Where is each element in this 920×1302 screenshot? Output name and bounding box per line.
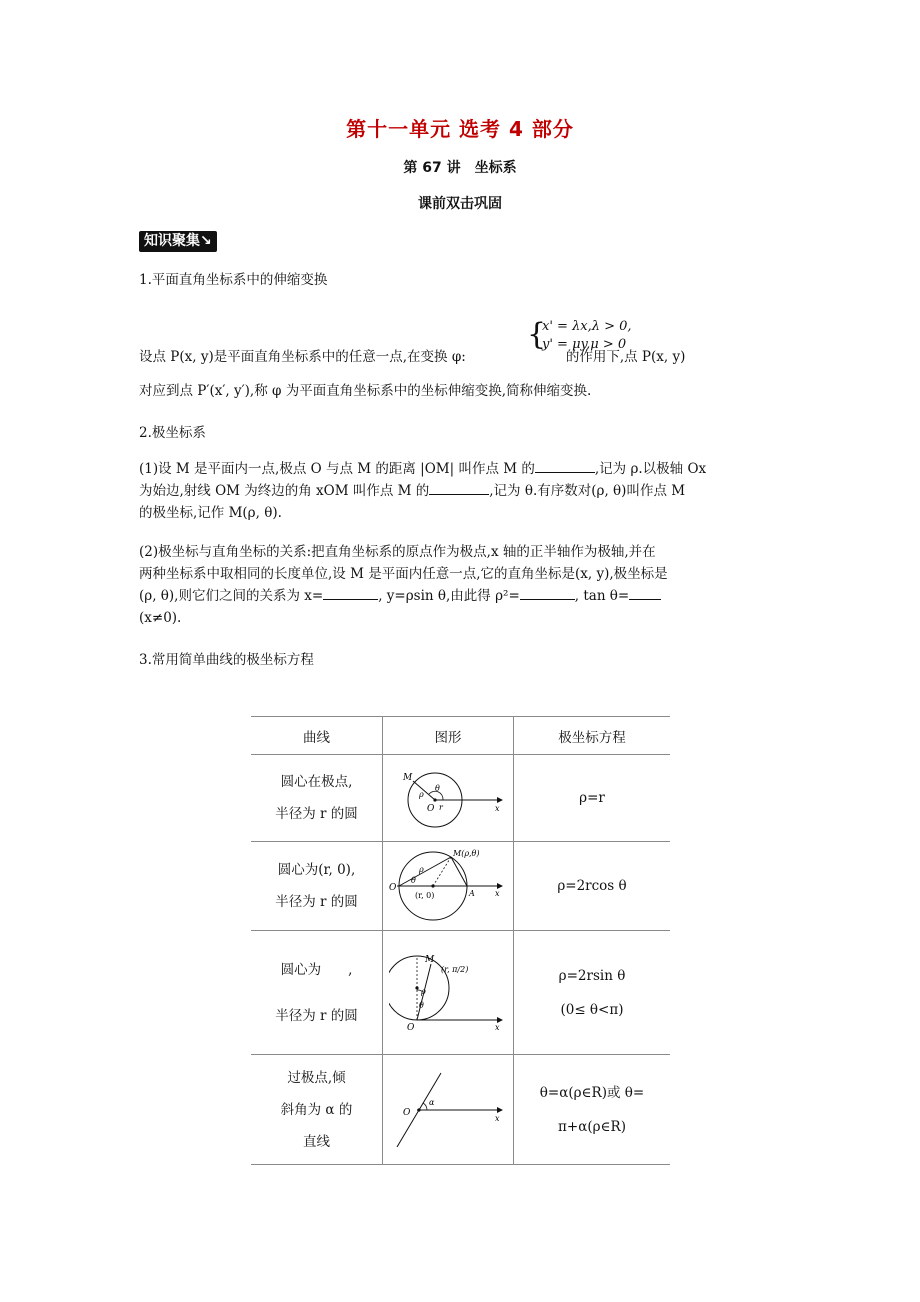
circle-center-r0-figure: [389, 848, 507, 924]
sec1-heading: 1.平面直角坐标系中的伸缩变换: [139, 272, 328, 288]
sec2-para1: [139, 458, 799, 524]
blank-rho2[interactable]: [520, 585, 575, 600]
col-curve-header: 曲线: [251, 717, 383, 755]
p2-line1: (2)极坐标与直角坐标的关系:把直角坐标系的原点作为极点,x 轴的正半轴作为极轴,并在: [139, 544, 656, 560]
figure-cell: [383, 755, 514, 842]
sec1-line1-a: 设点 P(x, y)是平面直角坐标系中的任意一点,在变换 φ:: [139, 349, 466, 365]
curve-cell: 过极点,倾 斜角为 α 的 直线: [251, 1055, 383, 1165]
blank-tan[interactable]: [629, 585, 661, 600]
svg-text:M: M: [425, 954, 435, 965]
p1-line2b: ,记为 θ.有序数对(ρ, θ)叫作点 M: [489, 483, 686, 499]
sec3-heading: 3.常用简单曲线的极坐标方程: [139, 652, 314, 668]
svg-text:θ: θ: [435, 784, 440, 793]
system-brace: {: [527, 317, 547, 352]
curve-cell: 圆心为(r, 0), 半径为 r 的圆: [251, 842, 383, 931]
table-row: [251, 1055, 670, 1165]
circle-center-rpi2-figure: [389, 950, 507, 1036]
knowledge-badge: 知识聚集↘: [139, 231, 217, 252]
table-row: [251, 931, 670, 1055]
sec1-line1-b: 的作用下,点 P(x, y): [565, 349, 686, 365]
col-equation-header: 极坐标方程: [514, 717, 671, 755]
table-row: [251, 755, 670, 842]
p2-line3b: , y=ρsin θ,由此得 ρ²=: [378, 588, 520, 604]
svg-text:x: x: [495, 804, 500, 813]
sec1-line2: 对应到点 P′(x′, y′),称 φ 为平面直角坐标系中的坐标伸缩变换,简称伸缩变换.: [139, 383, 592, 399]
curve-cell: 圆心在极点, 半径为 r 的圆: [251, 755, 383, 842]
curves-table: [251, 716, 670, 1165]
svg-text:ρ: ρ: [419, 865, 424, 874]
svg-text:M(ρ,θ): M(ρ,θ): [453, 849, 480, 858]
svg-text:O: O: [403, 1107, 411, 1118]
p2-line3c: , tan θ=: [574, 588, 630, 604]
eq-y: y' = μy,μ > 0: [542, 337, 627, 352]
circle-at-pole-figure: [389, 763, 507, 833]
svg-text:O: O: [389, 883, 397, 893]
svg-text:ρ: ρ: [421, 986, 426, 996]
svg-text:x: x: [495, 1022, 500, 1032]
p2-line4: (x≠0).: [139, 610, 182, 626]
p1-line1b: ,记为 ρ.以极轴 Ox: [594, 461, 707, 477]
p1-line3: 的极坐标,记作 M(ρ, θ).: [139, 505, 282, 521]
svg-text:x: x: [495, 889, 500, 898]
figure-cell: [383, 842, 514, 931]
table-row: [251, 842, 670, 931]
svg-text:M: M: [403, 773, 413, 783]
svg-text:θ: θ: [419, 1000, 424, 1010]
line-through-pole-figure: [389, 1067, 507, 1153]
equation-cell: ρ=2rcos θ: [514, 842, 671, 931]
section-title: 课前双击巩固: [418, 196, 502, 212]
sec1-line1: [139, 346, 799, 368]
eq-x: x' = λx,λ > 0,: [542, 319, 632, 334]
svg-text:θ: θ: [411, 876, 416, 885]
svg-text:ρ: ρ: [419, 790, 424, 799]
lesson-title: 第 67 讲 坐标系: [403, 160, 517, 176]
table-header-row: [251, 717, 670, 755]
blank-angle[interactable]: [429, 480, 489, 495]
svg-text:A: A: [469, 889, 475, 898]
blank-distance[interactable]: [535, 458, 595, 473]
col-figure-header: 图形: [383, 717, 514, 755]
svg-text:x: x: [495, 1113, 500, 1123]
figure-cell: [383, 1055, 514, 1165]
svg-text:α: α: [429, 1097, 435, 1107]
blank-x[interactable]: [323, 585, 378, 600]
curve-cell: 圆心为 , 半径为 r 的圆: [251, 931, 383, 1055]
equation-cell: ρ=2rsin θ (0≤ θ<π): [514, 931, 671, 1055]
svg-text:O: O: [407, 1022, 415, 1033]
svg-text:O: O: [427, 804, 435, 814]
unit-title: 第十一单元 选考 4 部分: [346, 117, 574, 141]
equation-cell: ρ=r: [514, 755, 671, 842]
p1-line1a: (1)设 M 是平面内一点,极点 O 与点 M 的距离 |OM| 叫作点 M 的: [139, 461, 535, 477]
sec2-para2: [139, 541, 799, 629]
sec2-heading: 2.极坐标系: [139, 425, 206, 441]
figure-cell: [383, 931, 514, 1055]
svg-text:r: r: [439, 803, 443, 812]
p2-line2: 两种坐标系中取相同的长度单位,设 M 是平面内任意一点,它的直角坐标是(x, y),极坐标是: [139, 566, 668, 582]
p2-line3a: (ρ, θ),则它们之间的关系为 x=: [139, 588, 324, 604]
equation-cell: θ=α(ρ∈R)或 θ= π+α(ρ∈R): [514, 1055, 671, 1165]
p1-line2a: 为始边,射线 OM 为终边的角 xOM 叫作点 M 的: [139, 483, 430, 499]
svg-text:(r, 0): (r, 0): [415, 891, 435, 900]
svg-text:(r, π/2): (r, π/2): [441, 964, 469, 974]
